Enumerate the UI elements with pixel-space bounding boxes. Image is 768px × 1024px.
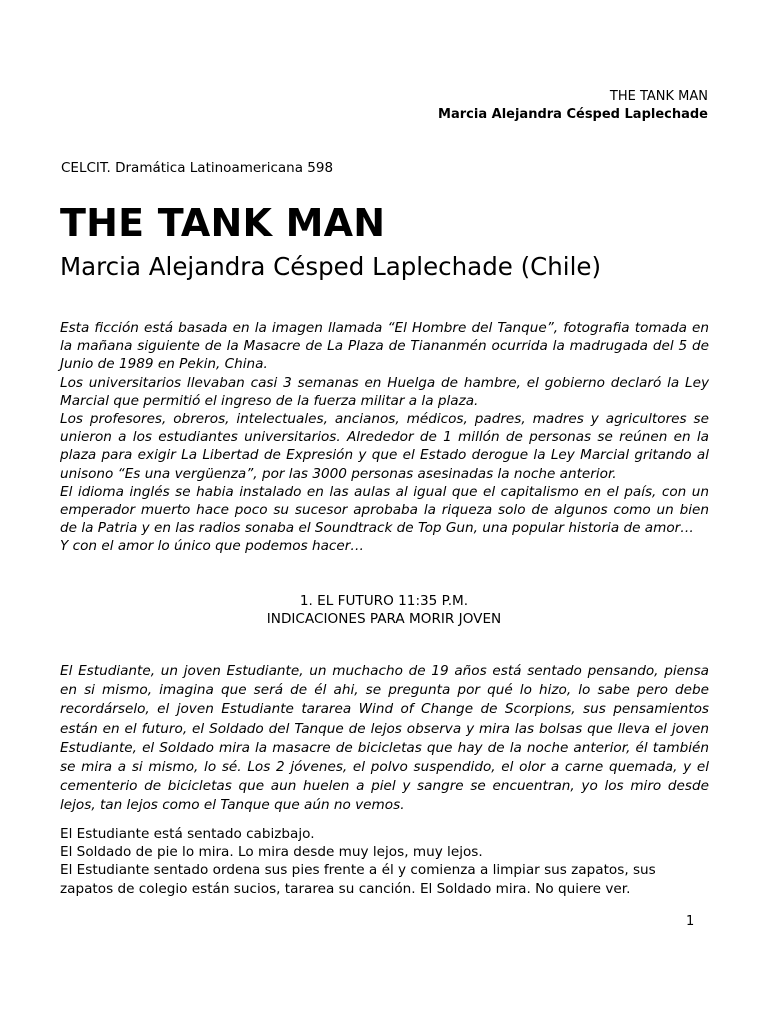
- intro-paragraph: El idioma inglés se habia instalado en las aulas al igual que el capitalismo en el país, con un emperador muerto hace poco su sucesor aprobaba la riqueza solo de algunos como un bien de la Patria y en las radios sonaba el Soundtrack de Top Gun, una popular historia de amor…: [60, 483, 709, 537]
- header-title: THE TANK MAN: [609, 89, 708, 104]
- stage-directions: [60, 825, 709, 898]
- intro-paragraph: Y con el amor lo único que podemos hacer…: [60, 538, 364, 555]
- document-title: THE TANK MAN: [60, 201, 386, 245]
- scene-description: El Estudiante, un joven Estudiante, un muchacho de 19 años está sentado pensando, piensa en si mismo, imagina que será de él ahi, se pregunta por qué lo hizo, lo sabe pero debe recordárselo, el joven Estudiante tararea Wind of Change de Scorpions, sus pensamientos están en el futuro, el Soldado del Tanque de lejos observa y mira las bolsas que lleva el joven Estudiante, el Soldado mira la masacre de bicicletas que hay de la noche anterior, él también se mira a si mismo, lo sé. Los 2 jóvenes, el polvo suspendido, el olor a carne quemada, y el cementerio de bicicletas que aun huelen a piel y sangre se encuentran, yo los miro desde lejos, tan lejos como el Tanque que aún no vemos.: [60, 663, 709, 814]
- intro-paragraph: Los profesores, obreros, intelectuales, ancianos, médicos, padres, madres y agricultores se unieron a los estudiantes universitarios. Alrededor de 1 millón de personas se reúnen en la plaza para exigir La Libertad de Expresión y que el Estado derogue la Ley Marcial gritando al unisono “Es una vergüenza”, por las 3000 personas asesinadas la noche anterior.: [60, 411, 709, 482]
- document-subtitle: Marcia Alejandra Césped Laplechade (Chile): [60, 252, 602, 281]
- intro-paragraph: Los universitarios llevaban casi 3 semanas en Huelga de hambre, el gobierno declaró la Ley Marcial que permitió el ingreso de la fuerza militar a la plaza.: [60, 374, 709, 409]
- header-author: Marcia Alejandra Césped Laplechade: [438, 107, 708, 122]
- source-line: CELCIT. Dramática Latinoamericana 598: [61, 160, 334, 176]
- running-header: [438, 88, 708, 124]
- intro-text: [60, 319, 709, 556]
- stage-line: El Estudiante sentado ordena sus pies frente a él y comienza a limpiar sus zapatos, sus zapatos de colegio están sucios, tararea su canción. El Soldado mira. No quiere ver.: [60, 862, 656, 897]
- stage-line: El Estudiante está sentado cabizbajo.: [60, 826, 315, 842]
- scene-name: INDICACIONES PARA MORIR JOVEN: [266, 611, 502, 627]
- scene-heading: [0, 592, 768, 628]
- intro-paragraph: Esta ficción está basada en la imagen llamada “El Hombre del Tanque”, fotografia tomada en la mañana siguiente de la Masacre de La Plaza de Tiananmén ocurrida la madrugada del 5 de Junio de 1989 en Pekin, China.: [60, 320, 709, 373]
- scene-number-time: 1. EL FUTURO 11:35 P.M.: [299, 593, 469, 609]
- stage-line: El Soldado de pie lo mira. Lo mira desde muy lejos, muy lejos.: [60, 844, 483, 861]
- page-number: 1: [686, 914, 695, 929]
